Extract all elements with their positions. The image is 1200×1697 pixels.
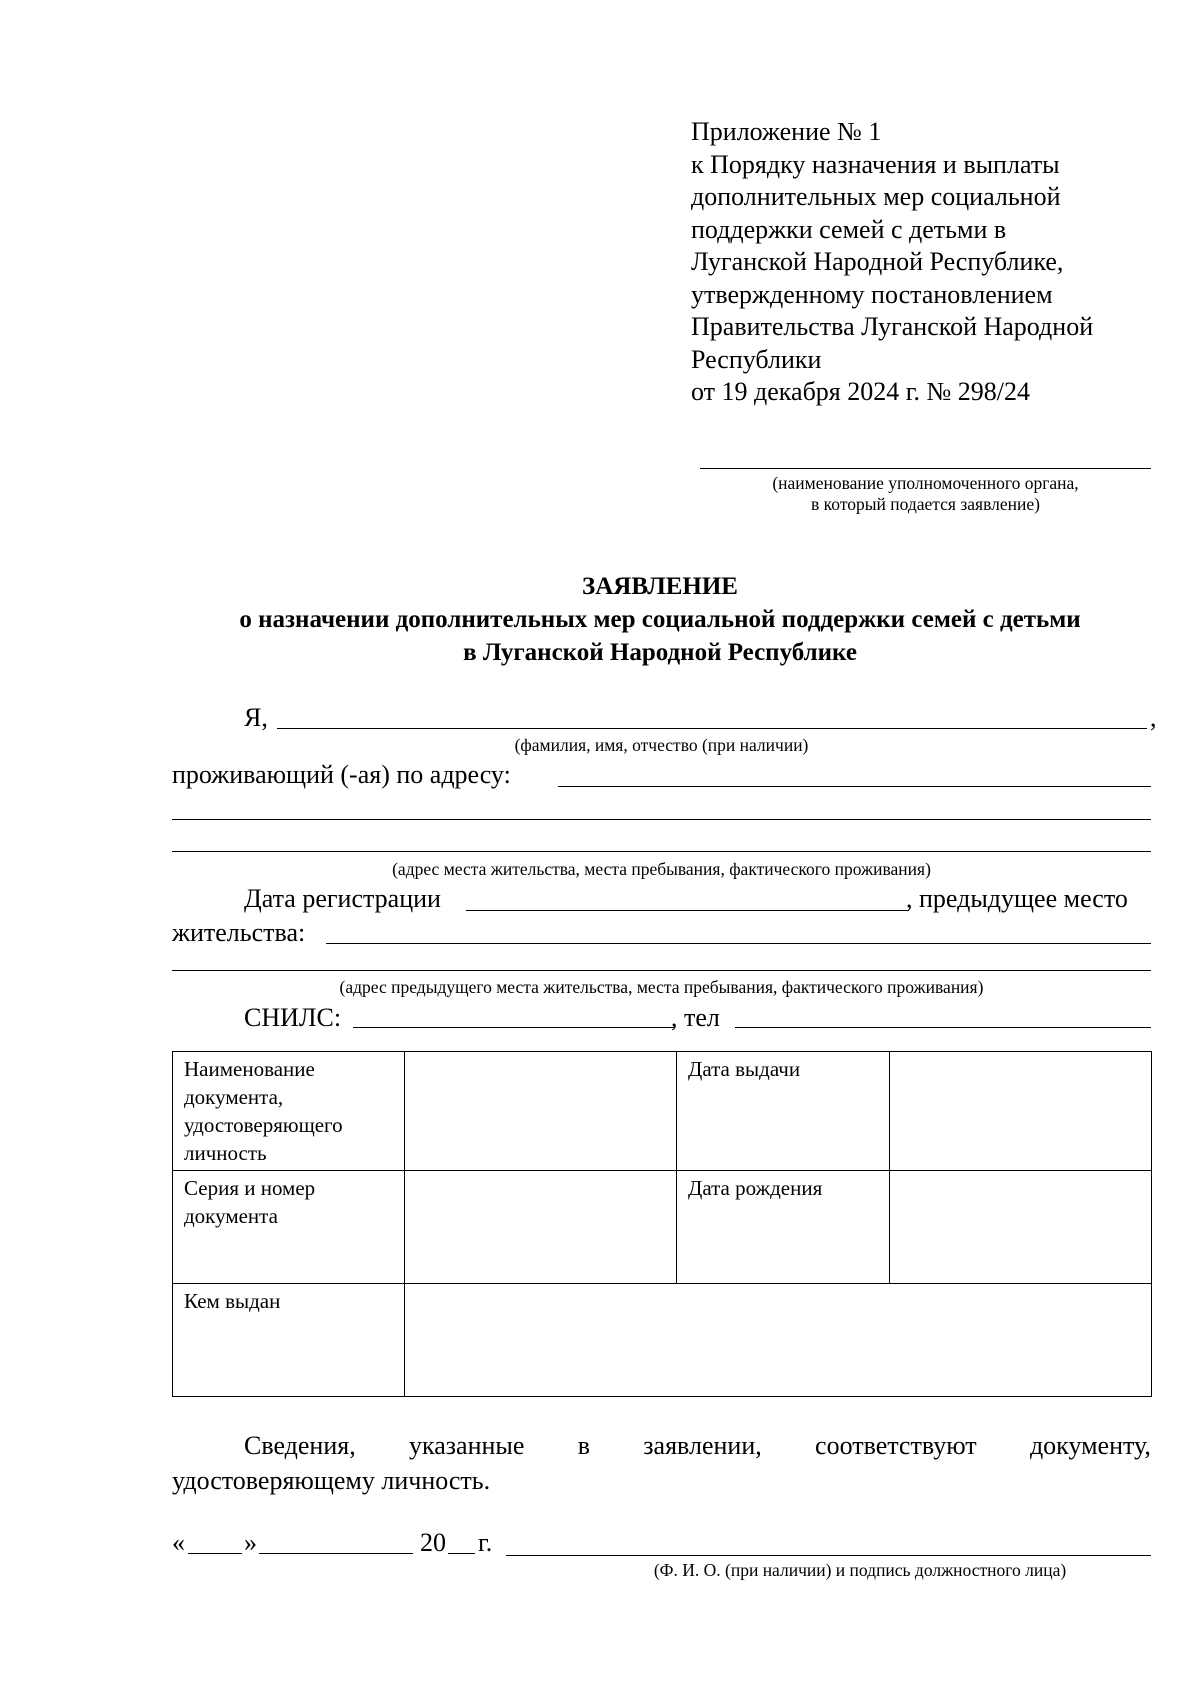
year-suffix: г. — [478, 1528, 493, 1557]
appendix-line: от 19 декабря 2024 г. № 298/24 — [691, 377, 1031, 406]
table-row — [173, 1052, 1152, 1171]
confirmation-word: заявлении, — [643, 1431, 762, 1460]
prev-place-label: , предыдущее место — [906, 884, 1128, 913]
confirmation-line1 — [172, 1428, 1151, 1463]
fio-caption: (фамилия, имя, отчество (при наличии) — [514, 735, 809, 755]
appendix-header — [691, 116, 1161, 409]
i-label: Я, — [244, 703, 268, 732]
month-blank-line[interactable] — [259, 1553, 413, 1554]
appendix-line: Луганской Народной Республике, — [691, 247, 1064, 276]
birth-date-label: Дата рождения — [677, 1171, 890, 1284]
authority-caption-line1: (наименование уполномоченного органа, — [772, 473, 1079, 493]
appendix-line: к Порядку назначения и выплаты — [691, 149, 1060, 179]
fio-blank-line[interactable] — [277, 728, 1147, 729]
appendix-line: Республики — [691, 344, 822, 374]
residence-label: жительства: — [172, 918, 306, 947]
authority-caption-line2: в который подается заявление) — [811, 494, 1040, 514]
doc-name-value-cell[interactable] — [405, 1052, 677, 1171]
series-number-value-cell[interactable] — [405, 1171, 677, 1284]
reg-date-blank-line[interactable] — [466, 910, 909, 911]
issue-date-label: Дата выдачи — [677, 1052, 890, 1171]
prev-address-blank-line-1[interactable] — [326, 943, 1151, 944]
year-prefix: 20 — [420, 1528, 446, 1557]
residing-label: проживающий (-ая) по адресу: — [172, 760, 511, 789]
appendix-line: Приложение № 1 — [691, 117, 882, 146]
prev-address-blank-line-2[interactable] — [172, 970, 1151, 971]
appendix-line: утвержденному постановлением — [691, 279, 1053, 309]
doc-name-label: Наименование документа, удостоверяющего личность — [173, 1052, 405, 1171]
signature-caption: (Ф. И. О. (при наличии) и подпись должностного лица) — [653, 1560, 1067, 1580]
reg-date-label: Дата регистрации — [244, 884, 441, 913]
address-blank-line-2[interactable] — [172, 819, 1151, 820]
authority-blank-line[interactable] — [700, 468, 1151, 469]
address-caption: (адрес места жительства, места пребывания, фактического проживания) — [392, 859, 931, 879]
identity-document-table — [172, 1051, 1152, 1397]
document-subtitle-line2: в Луганской Народной Республике — [463, 639, 857, 666]
document-title: ЗАЯВЛЕНИЕ — [582, 573, 738, 600]
phone-label: , тел — [671, 1003, 720, 1032]
confirmation-word: Сведения, — [244, 1431, 356, 1460]
snils-blank-line[interactable] — [353, 1027, 674, 1028]
prev-address-caption: (адрес предыдущего места жительства, места пребывания, фактического проживания) — [339, 977, 984, 997]
confirmation-word: в — [577, 1431, 590, 1460]
table-row — [173, 1284, 1152, 1397]
year-blank-line[interactable] — [448, 1553, 475, 1554]
date-open-quote: « — [172, 1528, 185, 1557]
address-blank-line-1[interactable] — [558, 786, 1151, 787]
confirmation-word: указанные — [409, 1431, 525, 1460]
issued-by-label: Кем выдан — [173, 1284, 405, 1397]
fio-trailing-comma: , — [1150, 703, 1157, 732]
table-row — [173, 1171, 1152, 1284]
confirmation-word: соответствуют — [815, 1431, 977, 1460]
document-subtitle-line1: о назначении дополнительных мер социальной поддержки семей с детьми — [239, 606, 1081, 633]
issued-by-value-cell[interactable] — [405, 1284, 1152, 1397]
series-number-label: Серия и номер документа — [173, 1171, 405, 1284]
phone-blank-line[interactable] — [735, 1027, 1151, 1028]
issue-date-value-cell[interactable] — [890, 1052, 1152, 1171]
authority-caption — [700, 473, 1151, 515]
appendix-line: Правительства Луганской Народной — [691, 312, 1094, 341]
birth-date-value-cell[interactable] — [890, 1171, 1152, 1284]
confirmation-word: документу, — [1029, 1431, 1151, 1460]
day-blank-line[interactable] — [188, 1553, 242, 1554]
address-blank-line-3[interactable] — [172, 851, 1151, 852]
confirmation-text — [172, 1428, 1151, 1498]
confirmation-line2: удостоверяющему личность. — [172, 1466, 491, 1495]
snils-label: СНИЛС: — [244, 1003, 342, 1032]
appendix-line: поддержки семей с детьми в — [691, 214, 1007, 244]
date-close-quote: » — [244, 1528, 257, 1557]
signature-blank-line[interactable] — [506, 1555, 1151, 1556]
appendix-line: дополнительных мер социальной — [691, 182, 1061, 211]
